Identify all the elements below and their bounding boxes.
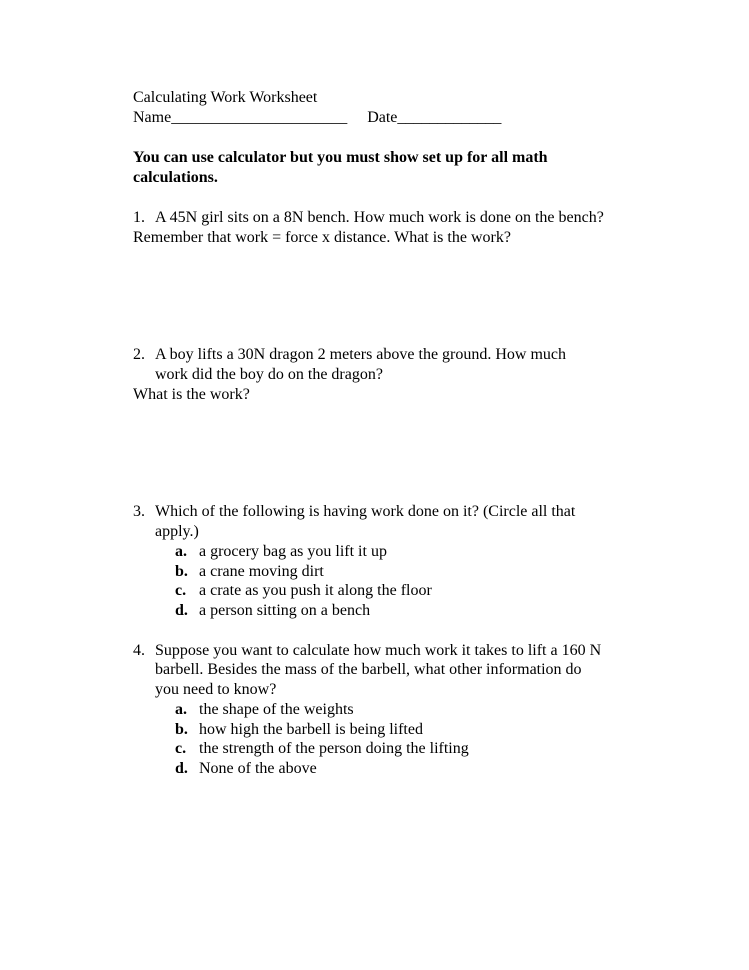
option-text: None of the above: [199, 760, 317, 777]
question-3-line-2: apply.): [155, 523, 199, 540]
instructions-line-1: You can use calculator but you must show set up for all math: [133, 149, 548, 166]
question-1-text: A 45N girl sits on a 8N bench. How much work is done on the bench?: [155, 209, 604, 226]
question-4-option-b: [175, 720, 423, 740]
question-4-option-c: [175, 739, 469, 759]
name-label: Name______________________: [133, 109, 348, 126]
question-4-text: Suppose you want to calculate how much work it takes to lift a 160 N: [155, 642, 602, 659]
question-3-option-b: [175, 562, 324, 582]
option-letter: d.: [175, 602, 188, 619]
option-text: a grocery bag as you lift it up: [199, 543, 387, 560]
question-2-line-1: [133, 345, 566, 365]
question-2-text: A boy lifts a 30N dragon 2 meters above the ground. How much: [155, 346, 567, 363]
instructions-line-2: calculations.: [133, 169, 218, 186]
question-4-number: 4.: [133, 642, 145, 659]
question-3-number: 3.: [133, 503, 145, 520]
option-letter: c.: [175, 582, 187, 599]
question-4-line-3: you need to know?: [155, 681, 277, 698]
question-3-text: Which of the following is having work done on it? (Circle all that: [155, 503, 576, 520]
option-letter: b.: [175, 721, 188, 738]
question-1-number: 1.: [133, 209, 145, 226]
question-4-option-d: [175, 759, 317, 779]
question-4-line-2: barbell. Besides the mass of the barbell, what other information do: [155, 661, 582, 678]
question-3-line-1: [133, 502, 575, 522]
option-letter: c.: [175, 740, 187, 757]
option-text: the shape of the weights: [199, 701, 354, 718]
question-4-line-1: [133, 641, 601, 661]
date-label: Date_____________: [367, 109, 502, 126]
question-2-line-3: What is the work?: [133, 386, 250, 403]
name-field-line: [133, 108, 501, 128]
question-3-option-a: [175, 542, 387, 562]
question-2-number: 2.: [133, 346, 145, 363]
option-text: a crane moving dirt: [199, 563, 324, 580]
option-letter: a.: [175, 701, 187, 718]
question-1-line-2: Remember that work = force x distance. What is the work?: [133, 229, 511, 246]
option-letter: a.: [175, 543, 187, 560]
option-letter: b.: [175, 563, 188, 580]
option-letter: d.: [175, 760, 188, 777]
worksheet-title: Calculating Work Worksheet: [133, 89, 318, 106]
question-2-line-2: work did the boy do on the dragon?: [155, 366, 383, 383]
option-text: a crate as you push it along the floor: [199, 582, 432, 599]
question-4-option-a: [175, 700, 354, 720]
option-text: the strength of the person doing the lifting: [199, 740, 469, 757]
question-3-option-d: [175, 601, 370, 621]
option-text: a person sitting on a bench: [199, 602, 371, 619]
question-3-option-c: [175, 581, 432, 601]
question-1-line-1: [133, 208, 604, 228]
option-text: how high the barbell is being lifted: [199, 721, 423, 738]
